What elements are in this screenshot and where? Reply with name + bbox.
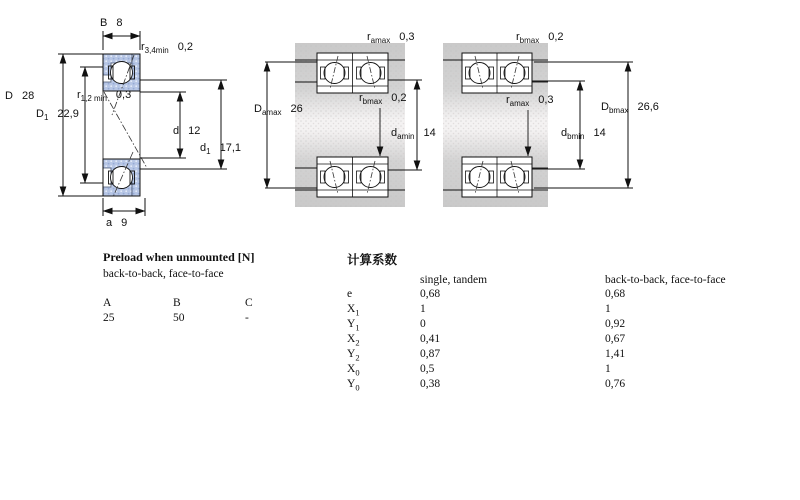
- factors-row-y0: $Y_0$ 0,38 0,76: [347, 378, 626, 393]
- factors-row-y1: $Y_1$ 0 0,92: [347, 318, 626, 333]
- preload-subtitle: back-to-back, face-to-face: [103, 268, 224, 280]
- factors-row-x2: $X_2$ 0,41 0,67: [347, 333, 626, 348]
- dim-label-dbmin: $d_{bmin}$ 14: [561, 127, 606, 142]
- preload-title: Preload when unmounted [N]: [103, 250, 255, 264]
- preload-col-c: C: [245, 297, 253, 309]
- mounted-pair-drawing-b: [443, 43, 633, 207]
- dim-label-D1: $D_1$ 22,9: [36, 108, 79, 123]
- dim-label-D: D 28: [5, 90, 35, 102]
- factors-row-x0: $X_0$ 0,5 1: [347, 363, 611, 378]
- single-bearing-drawing: [58, 31, 227, 216]
- dim-label-Damax: $D_{amax}$ 26: [254, 103, 303, 118]
- factors-row-e: e 0,68 0,68: [347, 288, 626, 300]
- dim-label-B: B 8: [100, 17, 123, 29]
- dim-label-r12: $r_{1,2 min}$ 0,3: [77, 89, 132, 104]
- preload-col-b: B: [173, 297, 181, 309]
- preload-col-a: A: [103, 297, 112, 309]
- preload-header-row: [103, 297, 254, 309]
- factors-col1-header: single, tandem: [420, 274, 488, 286]
- calculation-factors-table: [347, 250, 726, 393]
- factors-row-x1: $X_1$ 1 1: [347, 303, 611, 318]
- factors-row-y2: $Y_2$ 0,87 1,41: [347, 348, 626, 363]
- preload-value-row: [103, 312, 254, 324]
- dim-label-d1: $d_1$ 17,1: [200, 142, 241, 157]
- dim-label-a: a 9: [106, 217, 128, 229]
- preload-val-b: 50: [173, 312, 185, 324]
- factors-rows: [347, 288, 726, 393]
- dim-label-Dbmax: $D_{bmax}$ 26,6: [601, 101, 659, 116]
- dim-label-rbmax-b: $r_{bmax}$ 0,2: [516, 31, 564, 46]
- dim-label-d: d 12: [173, 125, 201, 137]
- preload-val-c: -: [245, 312, 249, 324]
- factors-header-row: [347, 274, 726, 286]
- dim-label-ramax-b: $r_{amax}$ 0,3: [506, 94, 554, 109]
- mounted-pair-drawing-a: [265, 43, 422, 207]
- preload-val-a: 25: [103, 312, 115, 324]
- dim-label-ramax-a: $r_{amax}$ 0,3: [367, 31, 415, 46]
- factors-title: 计算系数: [347, 253, 398, 267]
- dim-label-damin: $d_{amin}$ 14: [391, 127, 436, 142]
- dim-label-r34: $r_{3,4min}$ 0,2: [141, 41, 193, 56]
- preload-table: [103, 250, 254, 324]
- dim-label-rbmax-a: $r_{bmax}$ 0,2: [359, 92, 407, 107]
- factors-col2-header: back-to-back, face-to-face: [605, 274, 726, 286]
